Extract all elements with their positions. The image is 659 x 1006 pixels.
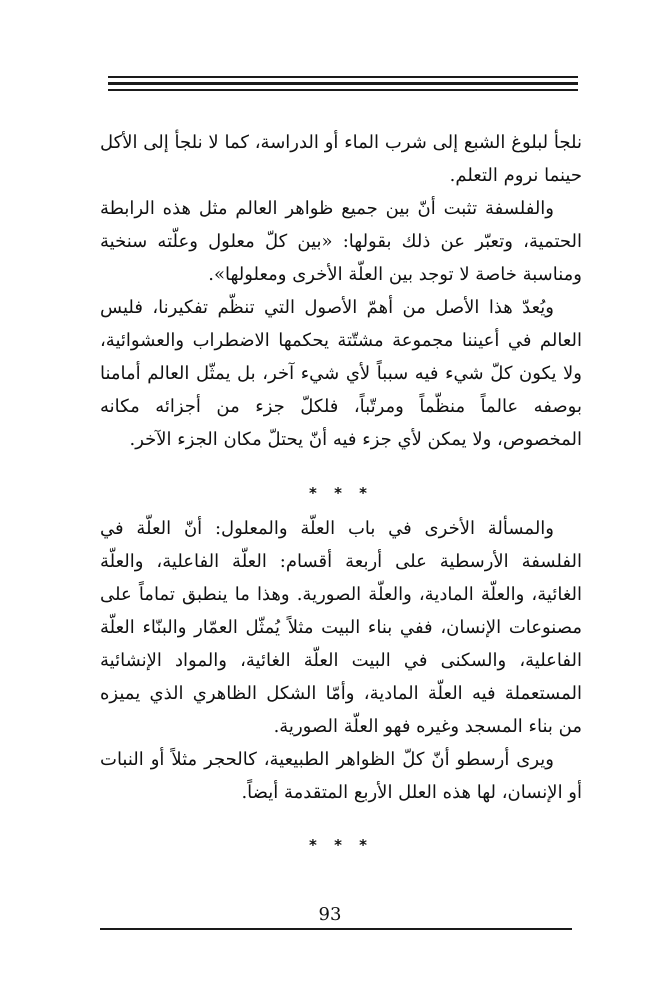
paragraph-continuation: نلجأ لبلوغ الشبع إلى شرب الماء أو الدراسة، كما لا نلجأ إلى الأكل حينما نروم التعلم. (100, 132, 582, 186)
page-number: 93 (318, 904, 342, 925)
section-2-text (100, 512, 582, 809)
section-separator: * * * (309, 836, 373, 854)
paragraph-ordered-world: ويُعدّ هذا الأصل من أهمّ الأصول التي تنظّم تفكيرنا، فليس العالم في أعيننا مجموعة مشتّتة يحكمها الاضطراب والعشوائية، ولا يكون كلّ شيء فيه سبباً لأي شيء آخر، بل يمثّل العالم أمامنا بوصفه عالماً منظّماً ومرتّباً، فلكلّ جزء من أجزائه مكانه المخصوص، ولا يمكن لأي جزء فيه أنّ يحتلّ مكان الجزء الآخر. (100, 297, 582, 450)
section-1-text (100, 126, 582, 456)
paragraph-aristotle: ويرى أرسطو أنّ كلّ الظواهر الطبيعية، كالحجر مثلاً أو النبات أو الإنسان، لها هذه العلل الأربع المتقدمة أيضاً. (100, 749, 582, 803)
header-rule-top (108, 76, 578, 78)
section-separator: * * * (309, 484, 373, 502)
header-rule-bottom (108, 89, 578, 91)
footer-rule (100, 928, 572, 930)
header-rule-middle (108, 82, 578, 85)
paragraph-four-causes: والمسألة الأخرى في باب العلّة والمعلول: أنّ العلّة في الفلسفة الأرسطية على أربعة أقسام: العلّة الفاعلية، والعلّة الغائية، والعلّة المادية، والعلّة الصورية. وهذا ما ينطبق تماماً على مصنوعات الإنسان، ففي بناء البيت مثلاً يُمثّل العمّار والبنّاء العلّة الفاعلية، والسكنى في البيت العلّة الغائية، والمواد الإنشائية المستعملة فيه العلّة المادية، وأمّا الشكل الظاهري الذي يميزه من بناء المسجد وغيره فهو العلّة الصورية. (100, 518, 582, 737)
paragraph-causal-link: والفلسفة تثبت أنّ بين جميع ظواهر العالم مثل هذه الرابطة الحتمية، وتعبّر عن ذلك بقولها: «بين كلّ معلول وعلّته سنخية ومناسبة خاصة لا توجد بين العلّة الأخرى ومعلولها». (100, 198, 582, 285)
